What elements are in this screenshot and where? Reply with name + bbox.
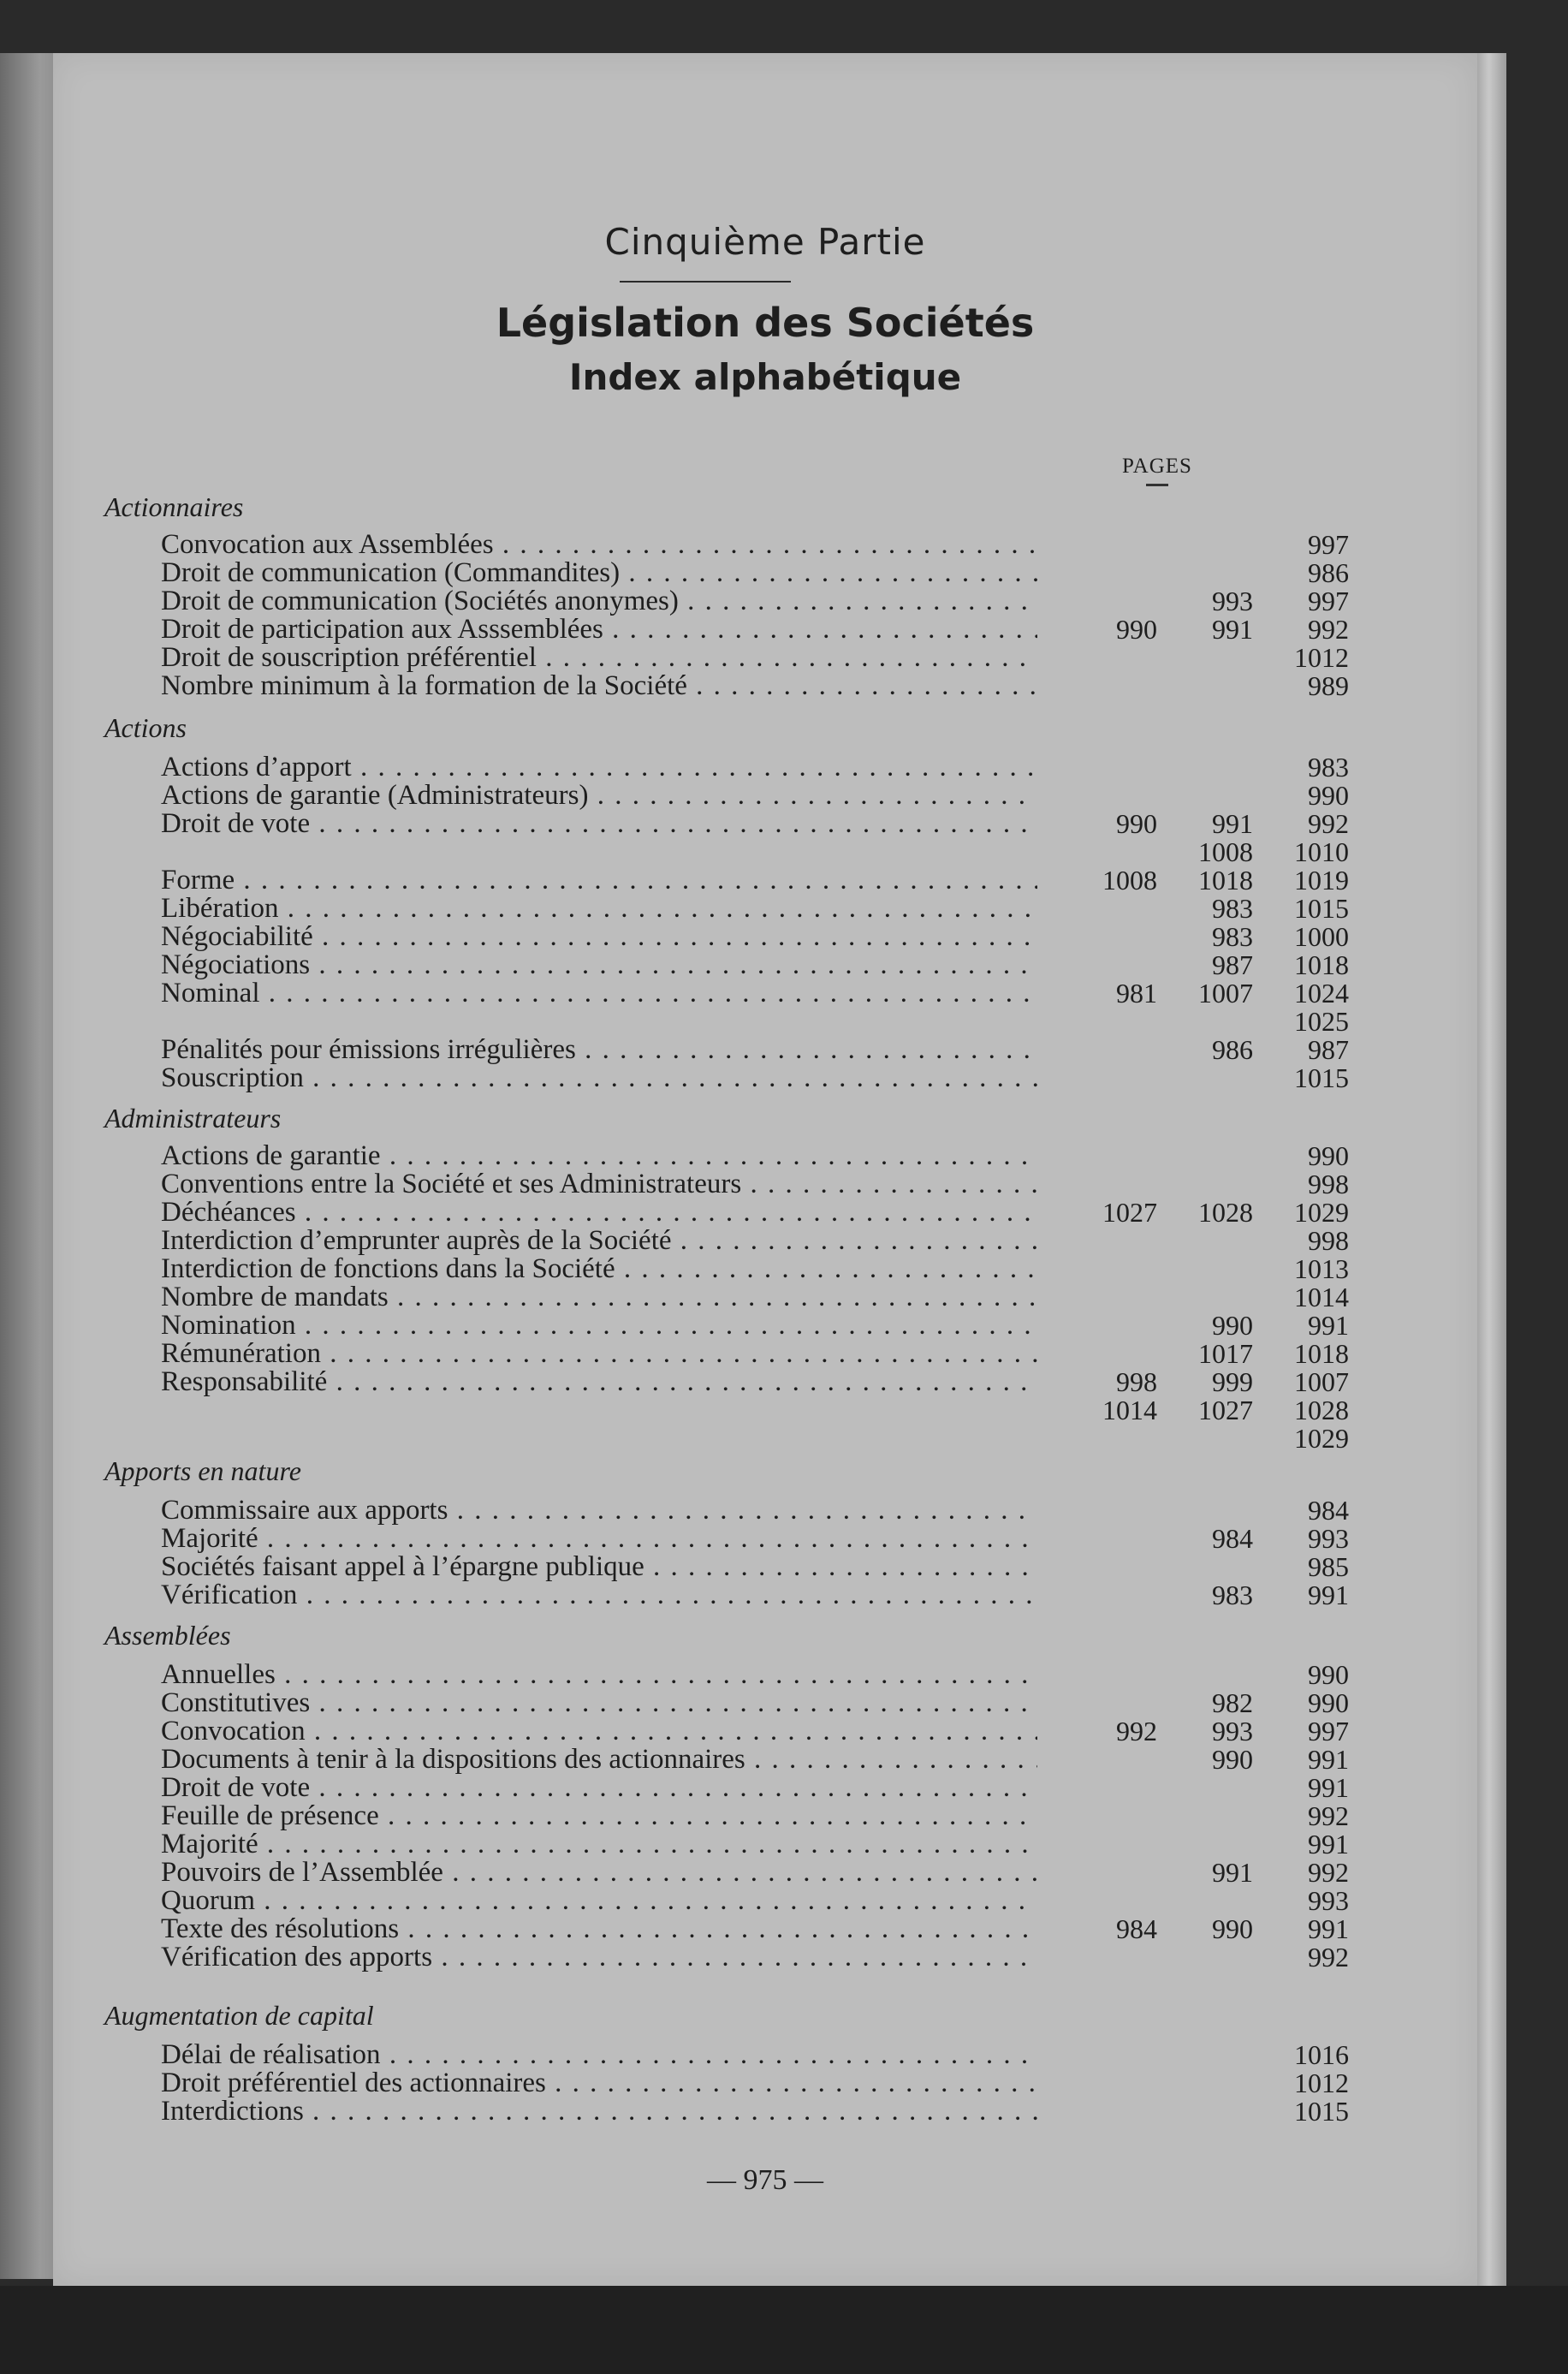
- index-entry: [161, 559, 1366, 587]
- page-stack-edge: [1477, 53, 1506, 2286]
- page-reference: 989: [1308, 670, 1349, 701]
- page-reference: 1018: [1198, 865, 1253, 895]
- index-entry: [161, 1496, 1366, 1525]
- index-entry: [161, 2041, 1366, 2069]
- index-entry: [161, 1064, 1366, 1092]
- entry-label: Nominal . . .: [161, 979, 1037, 1008]
- page-reference: 1015: [1294, 1062, 1349, 1093]
- entry-label: Conventions entre la Société et ses Administrateurs . . .: [161, 1170, 1037, 1199]
- page-reference: 992: [1308, 1857, 1349, 1888]
- index-entry: [161, 616, 1366, 644]
- index-entry: [161, 1340, 1366, 1368]
- page-reference: 997: [1308, 1716, 1349, 1746]
- index-entry: [161, 1525, 1366, 1553]
- page-reference: 983: [1308, 752, 1349, 782]
- page-reference: 998: [1116, 1366, 1157, 1397]
- page-reference: 1008: [1102, 865, 1157, 895]
- page-reference: 990: [1212, 1310, 1253, 1341]
- index-entry: [161, 1425, 1366, 1453]
- page-reference: 991: [1308, 1829, 1349, 1859]
- part-title: Cinquième Partie: [604, 221, 926, 263]
- page-reference: 1015: [1294, 2096, 1349, 2127]
- page-reference: 990: [1308, 1140, 1349, 1171]
- page-reference: 991: [1212, 808, 1253, 839]
- index-entry: [161, 1581, 1366, 1609]
- index-entry: [161, 782, 1366, 810]
- index-entry: [161, 2097, 1366, 2126]
- entry-label: Forme . . .: [161, 866, 1037, 895]
- page-reference: 997: [1308, 529, 1349, 560]
- page-reference: 993: [1308, 1523, 1349, 1554]
- page-reference: 987: [1212, 949, 1253, 980]
- page-reference: 997: [1308, 586, 1349, 616]
- index-entry: [161, 2069, 1366, 2097]
- page-reference: 992: [1308, 808, 1349, 839]
- page-reference: 1008: [1198, 836, 1253, 867]
- pages-header-label: PAGES: [1122, 455, 1192, 478]
- page-reference: 990: [1212, 1913, 1253, 1944]
- entry-label: Droit préférentiel des actionnaires . . .: [161, 2069, 1037, 2097]
- page-reference: 1012: [1294, 2068, 1349, 2098]
- page-reference: 998: [1308, 1169, 1349, 1199]
- entry-label: Actions d’apport . . .: [161, 753, 1037, 782]
- index-entry: [161, 753, 1366, 782]
- index-entry: [161, 1746, 1366, 1774]
- index-entry: [161, 1312, 1366, 1340]
- entry-label: Rémunération . . .: [161, 1340, 1037, 1368]
- entry-label: Interdictions . . .: [161, 2097, 1037, 2126]
- page-reference: 990: [1116, 614, 1157, 645]
- page-reference: 992: [1308, 1942, 1349, 1972]
- index-entry: [161, 1008, 1366, 1036]
- entry-label: Texte des résolutions . . .: [161, 1915, 1037, 1943]
- entry-label: Quorum . . .: [161, 1887, 1037, 1915]
- book-page: [53, 53, 1477, 2286]
- entry-label: Négociations . . .: [161, 951, 1037, 979]
- page-reference: 1019: [1294, 865, 1349, 895]
- index-entry: [161, 1887, 1366, 1915]
- page-reference: 1007: [1198, 978, 1253, 1009]
- entry-label: Nombre minimum à la formation de la Société . . .: [161, 672, 1037, 700]
- alphabetical-index: [53, 53, 1477, 2286]
- index-entry: [161, 1227, 1366, 1255]
- page-reference: 990: [1212, 1744, 1253, 1775]
- page-reference: 983: [1212, 893, 1253, 924]
- page-reference: 1007: [1294, 1366, 1349, 1397]
- page-reference: 993: [1308, 1885, 1349, 1916]
- page-reference: 984: [1212, 1523, 1253, 1554]
- entry-label: Constitutives . . .: [161, 1689, 1037, 1717]
- index-entry: [161, 1802, 1366, 1830]
- page-reference: 990: [1308, 780, 1349, 811]
- page-reference: 998: [1308, 1225, 1349, 1256]
- page-reference: 986: [1212, 1034, 1253, 1065]
- entry-label: Majorité . . .: [161, 1830, 1037, 1859]
- entry-label: Libération . . .: [161, 895, 1037, 923]
- main-title: Législation des Sociétés: [496, 300, 1035, 346]
- page-reference: 1028: [1198, 1197, 1253, 1228]
- entry-label: Droit de communication (Commandites) . . .: [161, 559, 1037, 587]
- page-reference: 982: [1212, 1687, 1253, 1718]
- entry-label: Interdiction d’emprunter auprès de la Société . . .: [161, 1227, 1037, 1255]
- page-reference: 1017: [1198, 1338, 1253, 1369]
- entry-label: Pénalités pour émissions irrégulières . . .: [161, 1036, 1037, 1064]
- page-reference: 1029: [1294, 1423, 1349, 1454]
- entry-label: Annuelles . . .: [161, 1661, 1037, 1689]
- entry-label: Droit de participation aux Asssemblées . . .: [161, 616, 1037, 644]
- index-entry: [161, 1396, 1366, 1425]
- entry-label: Droit de vote . . .: [161, 1774, 1037, 1802]
- entry-label: Droit de souscription préférentiel . . .: [161, 644, 1037, 672]
- index-entry: [161, 1717, 1366, 1746]
- page-reference: 1010: [1294, 836, 1349, 867]
- section-heading: Apports en nature: [104, 1455, 301, 1486]
- entry-label: Vérification des apports . . .: [161, 1943, 1037, 1972]
- page-reference: 1016: [1294, 2039, 1349, 2070]
- index-entry: [161, 1774, 1366, 1802]
- page-reference: 1027: [1102, 1197, 1157, 1228]
- page-reference: 990: [1116, 808, 1157, 839]
- page-reference: 1018: [1294, 1338, 1349, 1369]
- page-reference: 1029: [1294, 1197, 1349, 1228]
- page-reference: 1012: [1294, 642, 1349, 673]
- page-reference: 990: [1308, 1659, 1349, 1690]
- entry-label: Nombre de mandats . . .: [161, 1283, 1037, 1312]
- page-reference: 1013: [1294, 1253, 1349, 1284]
- page-reference: 1015: [1294, 893, 1349, 924]
- entry-label: Délai de réalisation . . .: [161, 2041, 1037, 2069]
- index-entry: [161, 587, 1366, 616]
- section-heading: Augmentation de capital: [104, 2000, 374, 2031]
- page-reference: 993: [1212, 586, 1253, 616]
- index-entry: [161, 951, 1366, 979]
- index-entry: [161, 1170, 1366, 1199]
- index-entry: [161, 1036, 1366, 1064]
- entry-label: Pouvoirs de l’Assemblée . . .: [161, 1859, 1037, 1887]
- index-entry: [161, 1859, 1366, 1887]
- entry-label: Actions de garantie (Administrateurs) . . .: [161, 782, 1037, 810]
- page-reference: 985: [1308, 1551, 1349, 1582]
- page-reference: 992: [1308, 614, 1349, 645]
- page-reference: 1014: [1294, 1282, 1349, 1312]
- index-entry: [161, 838, 1366, 866]
- index-entry: [161, 866, 1366, 895]
- page-reference: 1000: [1294, 921, 1349, 952]
- page-reference: 1028: [1294, 1395, 1349, 1425]
- index-entry: [161, 1142, 1366, 1170]
- section-heading: Actionnaires: [104, 491, 244, 522]
- entry-label: Actions de garantie . . .: [161, 1142, 1037, 1170]
- page-reference: 999: [1212, 1366, 1253, 1397]
- index-entry: [161, 531, 1366, 559]
- page-reference: 984: [1116, 1913, 1157, 1944]
- page-reference: 992: [1308, 1800, 1349, 1831]
- section-heading: Actions: [104, 712, 187, 743]
- page-reference: 1018: [1294, 949, 1349, 980]
- entry-label: Droit de communication (Sociétés anonymes) . . .: [161, 587, 1037, 616]
- index-entry: [161, 1553, 1366, 1581]
- sub-title: Index alphabétique: [568, 356, 962, 398]
- entry-label: Négociabilité . . .: [161, 923, 1037, 951]
- index-entry: [161, 1199, 1366, 1227]
- page-reference: 1027: [1198, 1395, 1253, 1425]
- entry-label: Commissaire aux apports . . .: [161, 1496, 1037, 1525]
- index-entry: [161, 1943, 1366, 1972]
- section-heading: Administrateurs: [104, 1103, 282, 1133]
- index-entry: [161, 895, 1366, 923]
- index-entry: [161, 1689, 1366, 1717]
- entry-label: Souscription . . .: [161, 1064, 1037, 1092]
- index-entry: [161, 1283, 1366, 1312]
- entry-label: Responsabilité . . .: [161, 1368, 1037, 1396]
- page-reference: 991: [1212, 614, 1253, 645]
- index-entry: [161, 672, 1366, 700]
- entry-label: Convocation aux Assemblées . . .: [161, 531, 1037, 559]
- page-reference: 981: [1116, 978, 1157, 1009]
- index-entry: [161, 1255, 1366, 1283]
- entry-label: Convocation . . .: [161, 1717, 1037, 1746]
- page-reference: 993: [1212, 1716, 1253, 1746]
- page-reference: 991: [1308, 1580, 1349, 1610]
- entry-label: Feuille de présence . . .: [161, 1802, 1037, 1830]
- entry-label: Déchéances . . .: [161, 1199, 1037, 1227]
- index-entry: [161, 1661, 1366, 1689]
- page-reference: 991: [1308, 1772, 1349, 1803]
- page-reference: 986: [1308, 557, 1349, 588]
- index-entry: [161, 810, 1366, 838]
- entry-label: Vérification . . .: [161, 1581, 1037, 1609]
- entry-label: Nomination . . .: [161, 1312, 1037, 1340]
- entry-label: Majorité . . .: [161, 1525, 1037, 1553]
- index-entry: [161, 979, 1366, 1008]
- entry-label: Documents à tenir à la dispositions des actionnaires . . .: [161, 1746, 1037, 1774]
- index-entry: [161, 644, 1366, 672]
- page-reference: 983: [1212, 921, 1253, 952]
- page-number: — 975 —: [707, 2164, 823, 2196]
- scanner-background: [0, 2286, 1568, 2374]
- index-entry: [161, 1915, 1366, 1943]
- page-reference: 1014: [1102, 1395, 1157, 1425]
- page-reference: 987: [1308, 1034, 1349, 1065]
- page-reference: 992: [1116, 1716, 1157, 1746]
- page-reference: 983: [1212, 1580, 1253, 1610]
- index-entry: [161, 923, 1366, 951]
- entry-label: Droit de vote . . .: [161, 810, 1037, 838]
- page-reference: 991: [1308, 1744, 1349, 1775]
- page-reference: 984: [1308, 1495, 1349, 1526]
- page-reference: 1024: [1294, 978, 1349, 1009]
- index-entry: [161, 1368, 1366, 1396]
- entry-label: Interdiction de fonctions dans la Société . . .: [161, 1255, 1037, 1283]
- page-reference: 991: [1308, 1913, 1349, 1944]
- entry-label: Sociétés faisant appel à l’épargne publique . . .: [161, 1553, 1037, 1581]
- page-reference: 990: [1308, 1687, 1349, 1718]
- page-reference: 1025: [1294, 1006, 1349, 1037]
- index-entry: [161, 1830, 1366, 1859]
- page-reference: 991: [1212, 1857, 1253, 1888]
- section-heading: Assemblées: [104, 1620, 231, 1651]
- page-reference: 991: [1308, 1310, 1349, 1341]
